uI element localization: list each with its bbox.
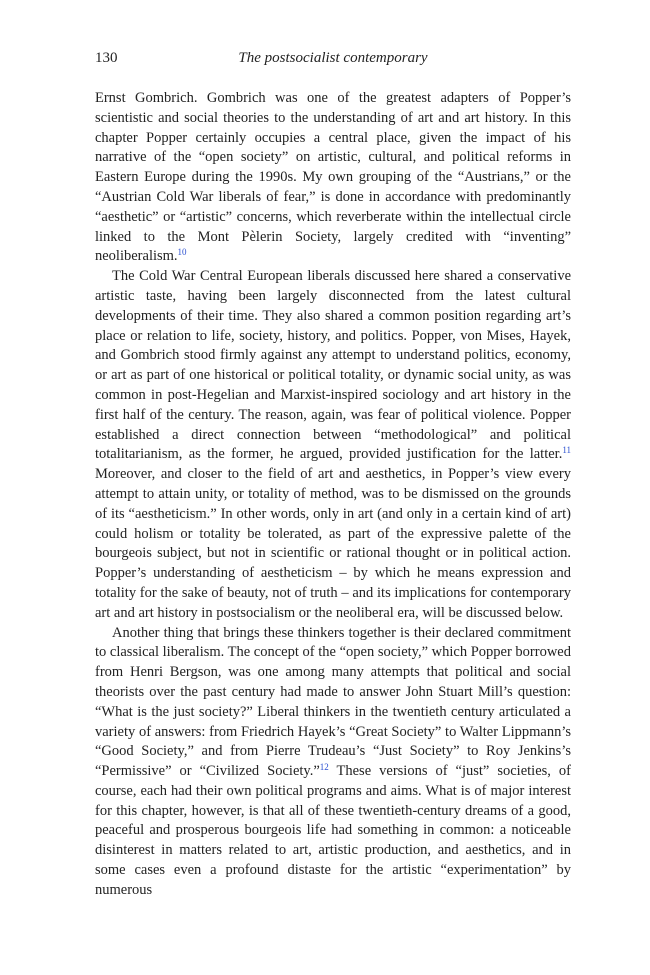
paragraph-3 [95,624,571,901]
paragraph-text: Moreover, and closer to the field of art and aesthetics, in Popper’s view every attempt to attain unity, or totality of method, was to be dismissed on the grounds of its “aestheticism.” In other words, only in art (and only in a certain kind of art) could holism or totality be tolerated, as part of the expressive palette of the bourgeois subject, but not in scientific or rational thought or in political action. Popper’s understanding of aestheticism – by which he means expression and totality for the sake of beauty, not of truth – and its implications for contemporary art and art history in postsocialism or the neoliberal era, will be discussed below. [95,466,571,621]
paragraph-text: These versions of “just” societies, of course, each had their own political programs and aims. What is of major interest for this chapter, however, is that all of these twentieth-century dreams of a good, peaceful and prosperous bourgeois life had something in common: a noticeable disinterest in matters related to art, artistic production, and aesthetics, and in some cases even a profound distaste for the artistic “experimentation” by numerous [95,763,571,898]
paragraph-1 [95,89,571,267]
paragraph-text: Ernst Gombrich. Gombrich was one of the greatest adapters of Popper’s scientistic and social theories to the understanding of art and art history. In this chapter Popper certainly occupies a central place, given the impact of his narrative of the “open society” on artistic, cultural, and political reforms in Eastern Europe during the 1990s. My own grouping of the “Austrians,” or the “Austrian Cold War liberals of fear,” is done in accordance with predominantly “aesthetic” or “artistic” concerns, which reverberate within the intellectual circle linked to the Mont Pèlerin Society, largely credited with “inventing” neoliberalism. [95,90,571,265]
paragraph-2 [95,267,571,623]
paragraph-text: The Cold War Central European liberals discussed here shared a conservative artistic taste, having been largely disconnected from the latest cultural developments of their time. They also shared a common position regarding art’s place or relation to life, society, history, and politics. Popper, von Mises, Hayek, and Gombrich stood firmly against any attempt to understand politics, economy, or art as part of one historical or political totality, or dynamic social unity, as was common in post-Hegelian and Marxist-inspired sociology and art history in the first half of the century. The reason, again, was fear of political violence. Popper established a direct connection between “methodological” and political totalitarianism, as the former, he argued, provided justification for the latter. [95,268,571,463]
page-number: 130 [95,50,118,66]
running-title: The postsocialist contemporary [238,50,428,66]
footnote-ref-11[interactable]: 11 [562,445,571,456]
footnote-ref-10[interactable]: 10 [177,247,187,258]
paragraph-text: Another thing that brings these thinkers together is their declared commitment to classical liberalism. The concept of the “open society,” which Popper borrowed from Henri Bergson, was one among many attempts that political and social theorists over the past century had made to answer John Stuart Mill’s question: “What is the just society?” Liberal thinkers in the twentieth century articulated a variety of answers: from Friedrich Hayek’s “Great Society” to Walter Lippmann’s “Good Society,” and from Pierre Trudeau’s “Just Society” to Roy Jenkins’s “Permissive” or “Civilized Society.” [95,624,571,780]
body-text [95,89,571,901]
running-head [95,44,571,68]
footnote-ref-12[interactable]: 12 [319,762,329,773]
book-page [95,44,571,901]
